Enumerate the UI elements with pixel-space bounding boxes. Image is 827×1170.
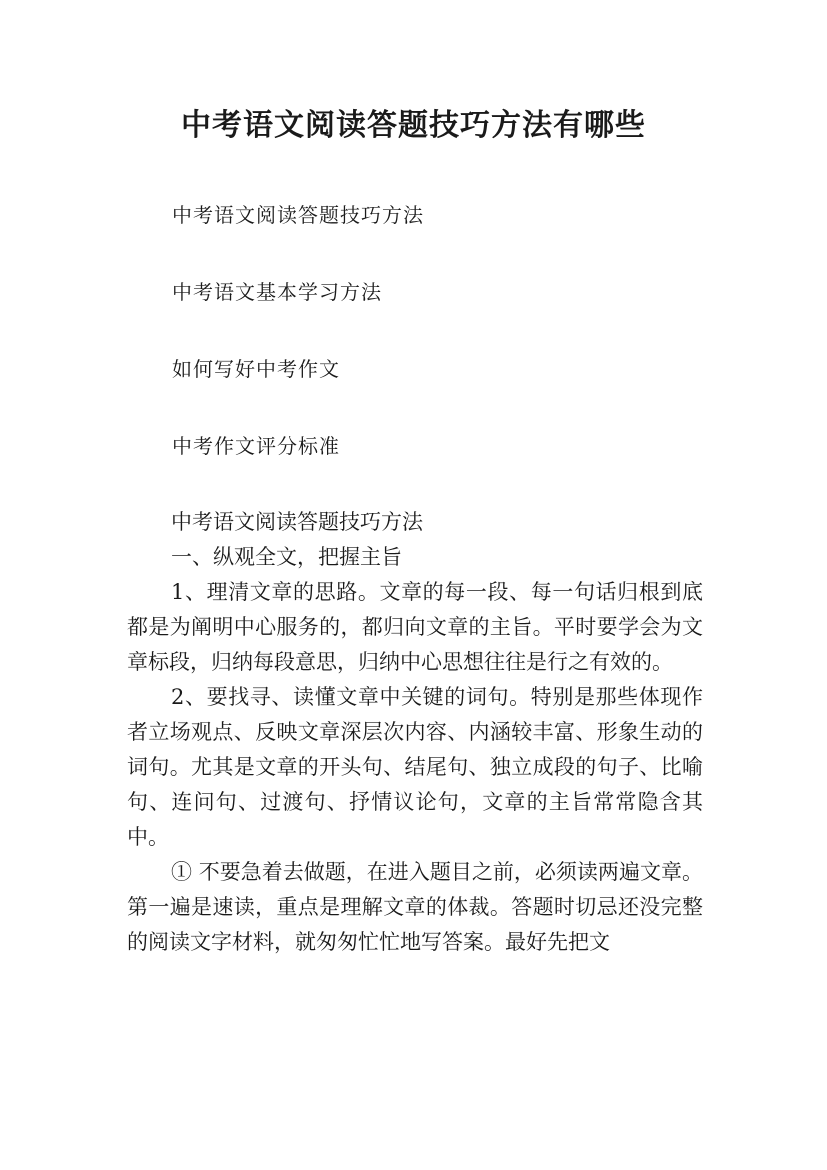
subheading: 一、纵观全文，把握主旨 bbox=[171, 545, 402, 569]
document-body bbox=[127, 505, 703, 960]
paragraph: ① 不要急着去做题，在进入题目之前，必须读两遍文章。第一遍是速读，重点是理解文章的体裁。答题时切忌还没完整的阅读文字材料，就匆匆忙忙地写答案。最好先把文 bbox=[127, 860, 703, 954]
toc-item: 中考语文基本学习方法 bbox=[172, 280, 382, 304]
document-title: 中考语文阅读答题技巧方法有哪些 bbox=[181, 108, 646, 143]
toc-item: 如何写好中考作文 bbox=[172, 357, 340, 381]
toc-item: 中考语文阅读答题技巧方法 bbox=[172, 203, 424, 227]
paragraph: 2、要找寻、读懂文章中关键的词句。特别是那些体现作者立场观点、反映文章深层次内容、内涵较丰富、形象生动的词句。尤其是文章的开头句、结尾句、独立成段的句子、比喻句、连问句、过渡句、抒情议论句，文章的主旨常常隐含其中。 bbox=[127, 685, 703, 849]
paragraph: 1、理清文章的思路。文章的每一段、每一句话归根到底都是为阐明中心服务的，都归向文章的主旨。平时要学会为文章标段，归纳每段意思，归纳中心思想往往是行之有效的。 bbox=[127, 580, 703, 674]
section-heading: 中考语文阅读答题技巧方法 bbox=[171, 510, 423, 534]
toc-item: 中考作文评分标准 bbox=[172, 434, 340, 458]
